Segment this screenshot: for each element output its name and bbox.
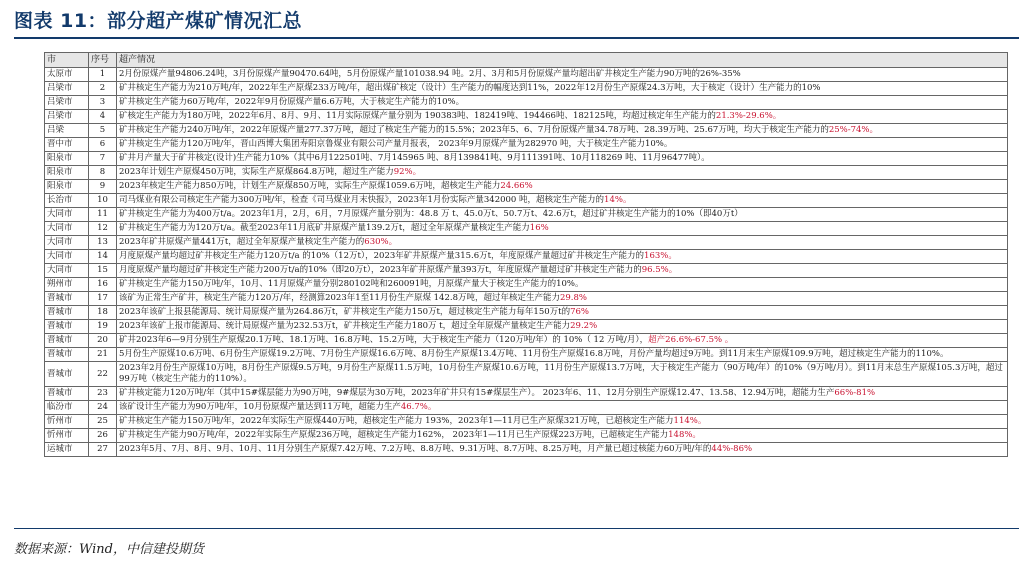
table-row	[45, 334, 1008, 348]
details-text: 2023年计划生产原煤450万吨，实际生产原煤864.8万吨，超过生产能力	[119, 167, 394, 177]
number-cell: 9	[89, 180, 117, 194]
details-cell	[117, 443, 1008, 457]
details-text: 2023年5月、7月、8月、9月、10月、11月分别生产原煤7.42万吨、7.2万吨、8.8万吨、9.31万吨、8.7万吨、8.25万吨，月产量已超过核能力60万吨/年的	[119, 444, 712, 454]
number-cell: 8	[89, 166, 117, 180]
city-cell: 晋城市	[45, 362, 89, 387]
table-row	[45, 194, 1008, 208]
details-cell	[117, 110, 1008, 124]
details-cell	[117, 362, 1008, 387]
highlight-text: 29.8%	[559, 293, 587, 303]
table-header-row	[45, 53, 1008, 68]
figure-title: 图表 11：部分超产煤矿情况汇总	[14, 10, 303, 32]
details-cell	[117, 387, 1008, 401]
table-row	[45, 401, 1008, 415]
details-cell	[117, 320, 1008, 334]
details-text: 2023年核定生产能力850万吨，计划生产原煤850万吨，实际生产原煤1059.6万吨，超核定生产能力	[119, 181, 501, 191]
table-row	[45, 96, 1008, 110]
city-cell: 晋城市	[45, 320, 89, 334]
details-cell	[117, 82, 1008, 96]
city-cell: 晋城市	[45, 348, 89, 362]
table-row	[45, 124, 1008, 138]
details-cell	[117, 194, 1008, 208]
number-cell: 23	[89, 387, 117, 401]
city-cell: 朔州市	[45, 278, 89, 292]
details-cell	[117, 348, 1008, 362]
details-cell	[117, 429, 1008, 443]
city-cell: 吕梁市	[45, 110, 89, 124]
source-note: 数据来源：Wind，中信建投期货	[14, 542, 204, 557]
number-cell: 11	[89, 208, 117, 222]
table-row	[45, 250, 1008, 264]
highlight-text: 148%。	[668, 430, 701, 440]
table-row	[45, 68, 1008, 82]
details-cell	[117, 222, 1008, 236]
city-cell: 晋城市	[45, 387, 89, 401]
table-row	[45, 320, 1008, 334]
highlight-text: 66%-81%	[834, 388, 876, 398]
details-text: 2023年2月份生产原煤10万吨，8月份生产原煤9.5万吨，9月份生产原煤11.5万吨，10月份生产原煤10.6万吨，11月份生产原煤13.7万吨，大于核定生产能力（90万吨/年）的10%（9万吨/月）。到11月末总生产原煤105.3万吨，超过99万吨（核定生产能力的110%）。	[119, 363, 1003, 384]
details-text: 月度原煤产量均超过矿井核定生产能力200万t/a的10%（即20万t），2023年矿井原煤产量393万t，年度原煤产量超过矿井核定生产能力的	[119, 265, 642, 275]
city-cell: 吕梁	[45, 124, 89, 138]
table-row	[45, 415, 1008, 429]
table-row	[45, 362, 1008, 387]
highlight-text: 630%。	[364, 237, 398, 247]
highlight-text: 46.7%。	[400, 402, 437, 412]
number-cell: 21	[89, 348, 117, 362]
details-cell	[117, 68, 1008, 82]
table-row	[45, 387, 1008, 401]
details-text: 矿井核定生产能力90万吨/年，2022年实际生产原煤236万吨，超核定生产能力162%， 2023年1—11月已生产原煤223万吨，已超核定生产能力	[119, 430, 669, 440]
number-cell: 16	[89, 278, 117, 292]
details-cell	[117, 236, 1008, 250]
city-cell: 阳泉市	[45, 180, 89, 194]
table-row	[45, 138, 1008, 152]
city-cell: 运城市	[45, 443, 89, 457]
details-text: 2月份原煤产量94806.24吨，3月份原煤产量90470.64吨，5月份原煤产量101038.94 吨。2月、3月和5月份原煤产量均超出矿井核定生产能力90万吨的26%-35%	[119, 69, 741, 79]
details-text: 矿井月产量大于矿井核定(设计)生产能力10%（其中6月122501吨、7月145965 吨、8月139841吨、9月111391吨、10月118269 吨、11月96477吨）。	[119, 153, 710, 163]
details-cell	[117, 208, 1008, 222]
title-rule	[14, 37, 1019, 39]
number-cell: 18	[89, 306, 117, 320]
details-text: 该矿为正常生产矿井，核定生产能力120万/年，经测算2023年1至11月份生产原煤 142.8万吨，超过年核定生产能力	[119, 293, 560, 303]
number-cell: 13	[89, 236, 117, 250]
header-number: 序号	[89, 53, 117, 68]
details-text: 矿井核定生产能力为210万吨/年，2022年生产原煤233万吨/年，超出煤矿核定（设计）生产能力的幅度达到11%，2022年12月份生产原煤24.3万吨，大于核定（设计）生产能力的10%	[119, 83, 821, 93]
city-cell: 吕梁市	[45, 96, 89, 110]
number-cell: 12	[89, 222, 117, 236]
number-cell: 5	[89, 124, 117, 138]
details-text: 矿井核定生产能力120万吨/年，晋山西博大集团寿阳京鲁煤业有限公司产量月报表， 2023年9月原煤产量为282970 吨，大于核定生产能力10%。	[119, 139, 673, 149]
table-row	[45, 166, 1008, 180]
number-cell: 22	[89, 362, 117, 387]
city-cell: 大同市	[45, 250, 89, 264]
city-cell: 晋中市	[45, 138, 89, 152]
details-cell	[117, 124, 1008, 138]
table-row	[45, 208, 1008, 222]
details-cell	[117, 166, 1008, 180]
city-cell: 阳泉市	[45, 152, 89, 166]
number-cell: 2	[89, 82, 117, 96]
details-cell	[117, 152, 1008, 166]
number-cell: 27	[89, 443, 117, 457]
city-cell: 晋城市	[45, 306, 89, 320]
number-cell: 15	[89, 264, 117, 278]
details-text: 矿井2023年6—9月分别生产原煤20.1万吨、18.1万吨、16.8万吨、15.2万吨，大于核定生产能力（120万吨/年）的 10%（ 12 万吨/月），	[119, 335, 649, 345]
number-cell: 19	[89, 320, 117, 334]
city-cell: 太原市	[45, 68, 89, 82]
details-text: 矿核定生产能力为180万吨，2022年6月、8月、9月、11月实际原煤产量分别为 190383吨、182419吨、194466吨、182125吨，均超过核定年生产能力的	[119, 111, 716, 121]
city-cell: 大同市	[45, 264, 89, 278]
details-cell	[117, 334, 1008, 348]
number-cell: 17	[89, 292, 117, 306]
details-text: 矿井核定生产能力为400万t/a。2023年1月，2月，6月，7月原煤产量分别为：48.8 万 t、45.0万t、50.7万t、42.6万t，超过矿井核定生产能力的10%（即40万t）	[119, 209, 743, 219]
table-row	[45, 429, 1008, 443]
table-row	[45, 82, 1008, 96]
number-cell: 4	[89, 110, 117, 124]
city-cell: 阳泉市	[45, 166, 89, 180]
highlight-text: 29.2%	[570, 321, 598, 331]
highlight-text: 92%。	[393, 167, 422, 177]
number-cell: 24	[89, 401, 117, 415]
details-cell	[117, 180, 1008, 194]
highlight-text: 163%。	[644, 251, 677, 261]
city-cell: 大同市	[45, 236, 89, 250]
details-cell	[117, 415, 1008, 429]
city-cell: 忻州市	[45, 429, 89, 443]
highlight-text: 21.3%-29.6%。	[715, 111, 782, 121]
details-text: 矿井核定生产能力150万吨/年，10月、11月原煤产量分别280102吨和260091吨，月原煤产量大于核定生产能力的10%。	[119, 279, 584, 289]
city-cell: 临汾市	[45, 401, 89, 415]
highlight-text: 76%	[570, 307, 589, 317]
city-cell: 吕梁市	[45, 82, 89, 96]
details-text: 矿井核定生产能力240万吨/年，2022年原煤产量277.37万吨，超过了核定生产能力的15.5%；2023年5、6、7月份原煤产量34.78万吨、28.39万吨、25.67万吨，均大于核定生产能力的	[119, 125, 829, 135]
header-city: 市	[45, 53, 89, 68]
highlight-text: 114%。	[673, 416, 707, 426]
highlight-text: 96.5%。	[641, 265, 678, 275]
table-body	[45, 68, 1008, 457]
details-text: 5月份生产原煤10.6万吨、6月份生产原煤19.2万吨、7月份生产原煤16.6万吨、8月份生产原煤13.4万吨、11月份生产原煤16.8万吨，月份产量均超过9万吨。到11月末生产原煤109.9万吨，超过核定生产能力的110%。	[119, 349, 949, 359]
details-cell	[117, 306, 1008, 320]
details-text: 矿井核定生产能力60万吨/年，2022年9月份原煤产量6.6万吨，大于核定生产能力的10%。	[119, 97, 465, 107]
details-text: 月度原煤产量均超过矿井核定生产能力120万t/a 的10%（12万t），2023年矿井原煤产量315.6万t，年度原煤产量超过矿井核定生产能力的	[119, 251, 645, 261]
city-cell: 长治市	[45, 194, 89, 208]
number-cell: 20	[89, 334, 117, 348]
table-row	[45, 222, 1008, 236]
details-cell	[117, 96, 1008, 110]
number-cell: 1	[89, 68, 117, 82]
details-cell	[117, 292, 1008, 306]
number-cell: 10	[89, 194, 117, 208]
details-text: 司马煤业有限公司核定生产能力300万吨/年，检查《司马煤业月末快报》，2023年1月份实际产量342000 吨，超核定生产能力的	[119, 195, 605, 205]
number-cell: 6	[89, 138, 117, 152]
table-row	[45, 152, 1008, 166]
table-row	[45, 443, 1008, 457]
details-text: 该矿设计生产能力为90万吨/年，10月份原煤产量达到11万吨，超能力生产	[119, 402, 401, 412]
table-row	[45, 236, 1008, 250]
number-cell: 26	[89, 429, 117, 443]
details-text: 2023年该矿上报市能源局、统计局原煤产量为232.53万t，矿井核定生产能力180万 t，超过全年原煤产量核定生产能力	[119, 321, 571, 331]
table-row	[45, 306, 1008, 320]
details-text: 矿井核定能力120万吨/年（其中15#煤层能力为90万吨，9#煤层为30万吨，2023年矿井只有15#煤层生产）。 2023年6、11、12月分别生产原煤12.47、13.58、12.94万吨，超能力生产	[119, 388, 835, 398]
table-row	[45, 110, 1008, 124]
details-text: 矿井核定生产能力为120万t/a。截至2023年11月底矿井原煤产量139.2万t，超过全年原煤产量核定生产能力	[119, 223, 530, 233]
highlight-text: 25%-74%。	[828, 125, 878, 135]
highlight-text: 44%-86%	[711, 444, 753, 454]
number-cell: 3	[89, 96, 117, 110]
details-text: 矿井核定生产能力150万吨/年，2022年实际生产原煤440万吨，超核定生产能力 193%，2023年1—11月已生产原煤321万吨，已超核定生产能力	[119, 416, 674, 426]
highlight-text: 超产26.6%-67.5% 。	[648, 335, 734, 345]
overproduction-table	[44, 52, 1008, 457]
details-text: 2023年矿井原煤产量441万t，超过全年原煤产量核定生产能力的	[119, 237, 365, 247]
table-row	[45, 348, 1008, 362]
number-cell: 14	[89, 250, 117, 264]
details-cell	[117, 401, 1008, 415]
details-text: 2023年该矿上报县能源局、统计局原煤产量为264.86万t，矿井核定生产能力150万t，超过核定生产能力每年150万t的	[119, 307, 571, 317]
number-cell: 7	[89, 152, 117, 166]
highlight-text: 14%。	[604, 195, 632, 205]
highlight-text: 24.66%	[500, 181, 533, 191]
footer-rule	[14, 528, 1019, 529]
table-row	[45, 292, 1008, 306]
table-row	[45, 278, 1008, 292]
city-cell: 晋城市	[45, 334, 89, 348]
highlight-text: 16%	[529, 223, 549, 233]
overproduction-table-wrapper	[44, 52, 1007, 457]
header-details: 超产情况	[117, 53, 1008, 68]
details-cell	[117, 250, 1008, 264]
city-cell: 大同市	[45, 208, 89, 222]
details-cell	[117, 264, 1008, 278]
city-cell: 大同市	[45, 222, 89, 236]
number-cell: 25	[89, 415, 117, 429]
table-row	[45, 180, 1008, 194]
details-cell	[117, 138, 1008, 152]
table-row	[45, 264, 1008, 278]
details-cell	[117, 278, 1008, 292]
city-cell: 晋城市	[45, 292, 89, 306]
city-cell: 忻州市	[45, 415, 89, 429]
